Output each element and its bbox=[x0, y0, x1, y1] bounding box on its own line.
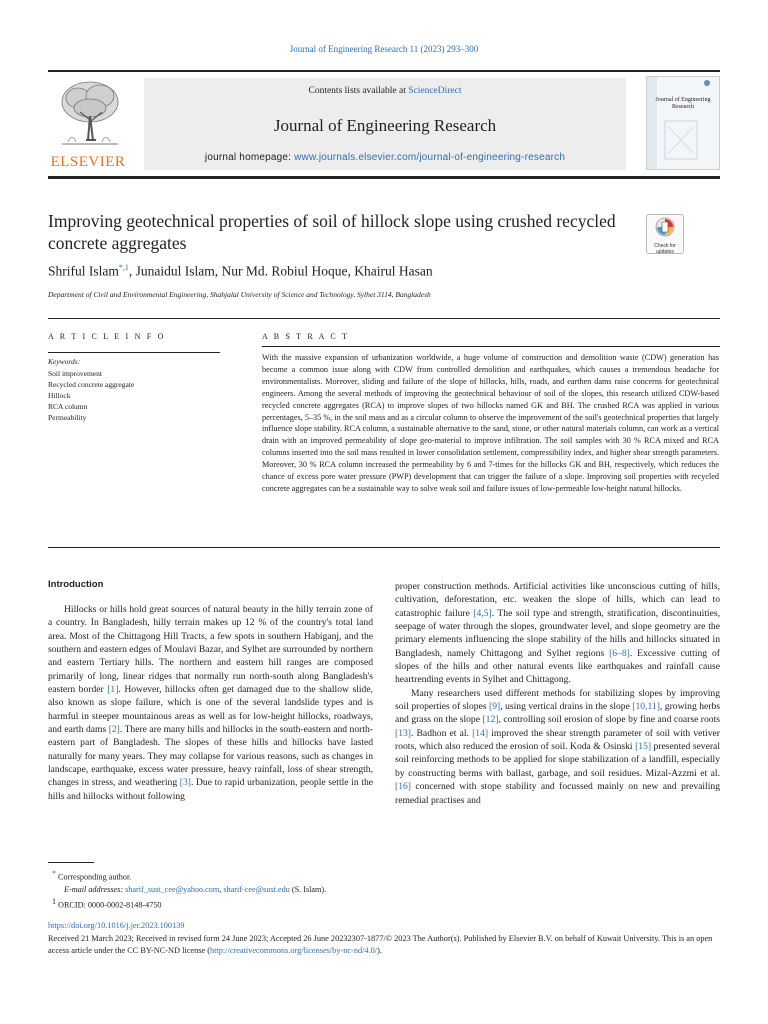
received-text: Received 21 March 2023; Received in revised form 24 June 2023; Accepted 26 June 20232307-1877/© 2023 The Author(s). Published by Elsevier B.V. on behalf of Kuwait University. This is an open access article under the CC BY-NC-ND license ( bbox=[48, 934, 713, 955]
reference-link[interactable]: [15] bbox=[635, 741, 652, 753]
keyword-list bbox=[48, 368, 134, 423]
elsevier-logo[interactable] bbox=[48, 78, 128, 172]
divider-top bbox=[48, 318, 720, 319]
cover-journal-title: Journal of Engineering Research bbox=[655, 97, 711, 110]
reference-link[interactable]: [2] bbox=[108, 724, 120, 736]
divider-after-abstract bbox=[48, 547, 720, 548]
reference-link[interactable]: [16] bbox=[395, 781, 411, 793]
introduction-heading: Introduction bbox=[48, 579, 104, 590]
footnote-rule bbox=[48, 862, 94, 863]
received-and-license bbox=[48, 933, 720, 957]
text-run: , controlling soil erosion of slope by fine and coarse roots bbox=[498, 714, 720, 726]
article-info-rule bbox=[48, 352, 220, 353]
keyword-item[interactable]: Soil improvement bbox=[48, 369, 102, 378]
contents-lists-line bbox=[144, 86, 626, 96]
email-suffix: (S. Islam). bbox=[291, 884, 327, 894]
elsevier-wordmark: ELSEVIER bbox=[50, 154, 126, 170]
homepage-prefix: journal homepage: bbox=[204, 152, 295, 163]
elsevier-tree-icon bbox=[56, 78, 124, 148]
keyword-item[interactable]: RCA column bbox=[48, 402, 88, 411]
right-column bbox=[395, 580, 720, 807]
journal-homepage-link[interactable]: www.journals.elsevier.com/journal-of-engineering-research bbox=[294, 152, 566, 163]
abstract-rule bbox=[262, 346, 720, 347]
reference-link[interactable]: [6–8] bbox=[609, 647, 630, 659]
reference-link[interactable]: [10,11] bbox=[632, 701, 660, 713]
text-run: . There are many hills and hillocks in the south-eastern and north-eastern part of Bangladesh. The slopes of these hills and hillocks have lasted naturally for many years. They may collapse for various reasons, such as changes in landscape, earthquake, excess water pressure, heavy rainfall, loss of shear strength, changes in stress, and weathering bbox=[48, 724, 374, 789]
reference-link[interactable]: [1] bbox=[107, 684, 119, 696]
received-close: ). bbox=[377, 946, 382, 955]
crossmark-icon bbox=[655, 217, 675, 237]
text-run: . However, hillocks often get damaged due to the shallow slide, also known as slope failure, which is one of the several landslide types and is harmful in steeper mountainous areas as well as for low-height hillocks, roadways, and earth dams bbox=[48, 684, 373, 736]
reference-link[interactable]: [13] bbox=[395, 727, 411, 739]
text-run: , using vertical drains in the slope bbox=[500, 701, 633, 713]
email-addresses-note bbox=[52, 884, 326, 896]
journal-title: Journal of Engineering Research bbox=[273, 116, 497, 135]
reference-link[interactable]: [14] bbox=[472, 727, 489, 739]
text-run: . Excessive cutting of slopes of the hills and other natural events like earthquakes and rainfall cause heartrending events in Sylhet and Chittagong. bbox=[395, 647, 720, 686]
author-affiliation: Department of Civil and Environmental Engineering, Shahjalal University of Science and Technology, Sylhet 3114, Bangladesh bbox=[48, 290, 431, 299]
author-list bbox=[48, 263, 433, 280]
journal-cover-thumbnail[interactable] bbox=[646, 76, 720, 170]
reference-link[interactable]: [3] bbox=[179, 777, 191, 789]
journal-masthead bbox=[48, 70, 720, 179]
orcid-mark: 1 bbox=[52, 896, 56, 906]
email-label: E-mail addresses: bbox=[64, 884, 124, 894]
abstract-heading: A B S T R A C T bbox=[262, 332, 350, 341]
keyword-item[interactable]: Permeability bbox=[48, 413, 87, 422]
email-separator: , bbox=[219, 884, 222, 894]
reference-link[interactable]: [9] bbox=[489, 701, 501, 713]
abstract-text: With the massive expansion of urbanization worldwide, a huge volume of construction and demolition waste (CDW) generation has become a common issue along with CDW from controlled demolition and earthquakes, which causes a tremendous headache for environmentalists. Moreover, sliding and failure of the slope of hillocks, hills, roads, and earthen dams raise concerns for geotechnical engineers. Among the several methods of improving the geotechnical behaviour of soil of the slopes, this research utilized CDW-based recycled concrete aggregates (RCA) to improve slopes of two hillocks named GK and BH. The crushed RCA was applied in various percentages, 5–35 %, in the soil mass and as a circular column to observe the improvement of the soil's geotechnical properties that largely influence slope stability. RCA column, a sustainable alternative to the sand, stone, or other natural materials column, can work as a vertical drain with an improved permeability of slope geo-material to improve infiltration. The soil samples with 30 % RCA mixed and RCA columns inserted into the soil mass resulted in lower consolidation settlement, compressibility index, and higher shear strength parameters. Moreover, 30 % RCA column increased the permeability by 6 and 7-times for the hillocks GK and BH, respectively, which reduces the chance of excess pore water pressure (PWP) development that can trigger the failure of a slope. Improving soil properties with recycled concrete aggregates can be a sustainable way to solve weak soil and failure issues of low-permeable low-height natural hillocks. bbox=[262, 353, 719, 493]
text-run: . Due to rapid urbanization, people settle in the hills and hillocks without following bbox=[48, 777, 373, 802]
text-run: improved the shear strength parameter of soil with vetiver roots, which also reduced the erosion of soil. Koda & Osinski bbox=[395, 727, 720, 753]
keywords-label: Keywords: bbox=[48, 357, 81, 366]
intro-paragraph-1-continued bbox=[395, 580, 720, 687]
corresponding-author-note bbox=[52, 868, 326, 884]
email-link-2[interactable]: sharif-cee@sust.edu bbox=[223, 884, 290, 894]
corresponding-text: Corresponding author. bbox=[58, 872, 132, 882]
footnotes bbox=[52, 868, 326, 911]
journal-citation[interactable]: Journal of Engineering Research 11 (2023) 293–300 bbox=[289, 44, 479, 54]
article-title: Improving geotechnical properties of soil of hillock slope using crushed recycled concrete aggregates bbox=[48, 211, 616, 253]
intro-paragraph-1 bbox=[48, 603, 373, 803]
doi-link[interactable] bbox=[48, 921, 185, 930]
email-link-1[interactable]: sharif_sust_cee@yahoo.com bbox=[125, 884, 220, 894]
reference-link[interactable]: [12] bbox=[482, 714, 499, 726]
orcid-text: ORCID: 0000-0002-8148-4750 bbox=[58, 900, 162, 910]
sciencedirect-link[interactable]: ScienceDirect bbox=[408, 86, 462, 96]
first-author-name[interactable]: Shriful Islam bbox=[48, 263, 119, 279]
cover-art-icon bbox=[647, 77, 720, 170]
license-link[interactable]: http://creativecommons.org/licenses/by-nc-nd/4.0/ bbox=[209, 946, 378, 955]
text-run: . The soil type and strength, stratification, discontinuities, seepage of water through the slopes, groundwater level, and slope geometry are the primary elements influencing the slope stability of the hills and hillocks situated in Bangladesh, namely Chittagong and Sylhet regions bbox=[395, 607, 720, 659]
text-run: . Badhon et al. bbox=[410, 727, 473, 739]
text-run: concerned with stope stability and focussed mainly on new and prevailing remedial practises and bbox=[395, 781, 720, 806]
text-run: presented several soil reinforcing methods to be applied for slope stabilization of a landfill, especially by constructing berms with ballast, garbage, and soil residues. Mizal-Azzmi et al. bbox=[395, 741, 720, 779]
orcid-note bbox=[52, 896, 326, 912]
text-run: proper construction methods. Artificial activities like unconscious cutting of hills, cultivation, deforestation, etc. weaken the slope of hills, which can lead to catastrophic failure bbox=[395, 581, 720, 619]
journal-homepage-line bbox=[144, 152, 626, 163]
doi-url[interactable]: https://doi.org/10.1016/j.jer.2023.100139 bbox=[48, 921, 185, 930]
text-run: Many researchers used different methods for stabilizing slopes by improving soil properties of slopes bbox=[395, 687, 720, 713]
text-run: , growing herbs and grass on the slope bbox=[395, 701, 720, 726]
text-run: Hillocks or hills hold great sources of natural beauty in the hilly terrain zone of a country. In Bangladesh, hilly terrain makes up 12 % of the country's total land area. Most of the Chittagong Hill Tracts, a few spots in southern Habiganj, and the southern and eastern edges of Moulavi Bazar, and Sylhet are surrounded by northern and eastern Tertiary hills. The northern and eastern hill ranges are composed primarily of long, linear ridges that normally run north-south along Bangladesh's eastern border bbox=[48, 604, 373, 696]
article-info-heading: A R T I C L E I N F O bbox=[48, 332, 166, 341]
journal-info-band bbox=[144, 78, 626, 170]
keyword-item[interactable]: Hillock bbox=[48, 391, 71, 400]
coauthor-names: , Junaidul Islam, Nur Md. Robiul Hoque, Khairul Hasan bbox=[128, 263, 433, 279]
check-for-updates-badge[interactable] bbox=[646, 214, 684, 254]
corresponding-mark: * bbox=[52, 869, 56, 878]
keyword-item[interactable]: Recycled concrete aggregate bbox=[48, 380, 135, 389]
check-for-updates-label: Check for updates bbox=[654, 243, 676, 255]
contents-prefix: Contents lists available at bbox=[308, 86, 409, 96]
author-footnote-marks[interactable]: *,1 bbox=[118, 263, 129, 272]
intro-paragraph-2 bbox=[395, 687, 720, 807]
reference-link[interactable]: [4,5] bbox=[473, 607, 492, 619]
